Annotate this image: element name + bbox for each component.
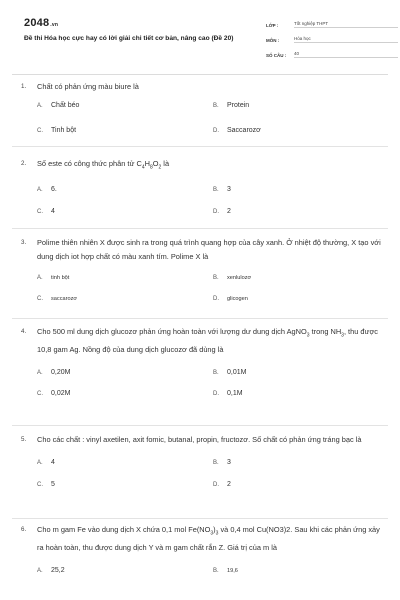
answer-option[interactable] — [213, 390, 243, 397]
question-stem — [12, 325, 388, 356]
answer-text: tinh bột — [51, 275, 70, 281]
answer-option[interactable] — [213, 127, 261, 134]
answer-text: 0,1M — [227, 390, 243, 398]
answer-option[interactable] — [213, 208, 231, 215]
answer-key: B. — [213, 275, 219, 281]
answer-option[interactable] — [213, 459, 231, 466]
answer-text: glicogen — [227, 296, 248, 302]
answer-key: C. — [37, 481, 43, 488]
meta-value: 40 — [294, 48, 398, 58]
answer-option[interactable] — [213, 186, 231, 193]
answer-key: A. — [37, 275, 43, 281]
answer-option[interactable] — [37, 567, 65, 574]
meta-row-class — [266, 16, 398, 28]
question-number: 6. — [21, 526, 27, 533]
answer-option[interactable] — [37, 459, 55, 466]
answer-text: 0,20M — [51, 369, 71, 377]
answer-option[interactable] — [213, 295, 248, 302]
answer-text: 3 — [227, 458, 231, 466]
answer-key: B. — [213, 370, 219, 377]
answer-text: 5 — [51, 480, 55, 488]
question-stem — [12, 80, 388, 94]
answer-option[interactable] — [37, 390, 70, 397]
question-divider — [12, 318, 388, 319]
answer-key: B. — [213, 459, 219, 466]
answer-text: saccarozơ — [51, 296, 78, 302]
answer-list — [37, 562, 388, 578]
answer-key: A. — [37, 459, 43, 466]
question-divider — [12, 425, 388, 426]
meta-value: Hóa học — [294, 33, 398, 43]
answer-option[interactable] — [37, 186, 57, 193]
question-5 — [12, 433, 388, 491]
question-number: 1. — [21, 83, 27, 90]
answer-text: 0,01M — [227, 369, 247, 377]
answer-text: 0,02M — [51, 390, 71, 398]
answer-text: Protein — [227, 101, 250, 109]
answer-option[interactable] — [37, 481, 55, 488]
exam-title: Đề thi Hóa học cực hay có lời giải chi tiết cơ bản, nâng cao (Đề 20) — [24, 35, 234, 42]
answer-text: 19,6 — [227, 568, 238, 575]
meta-row-count — [266, 46, 398, 58]
question-divider — [12, 228, 388, 229]
question-stem — [12, 433, 388, 447]
answer-option[interactable] — [213, 274, 251, 281]
answer-option[interactable] — [37, 274, 69, 281]
question-text-display: Cho m gam Fe vào dung dịch X chứa 0,1 mol $Fe(NO_3)_3$ và 0,4 mol Cu(NO3)2. Sau khi các phản ứng xảy ra hoàn toàn, thu được dung dịch Y và m gam chất rắn Z. Giá trị của m là — [37, 525, 380, 552]
question-number: 5. — [21, 436, 27, 443]
meta-label: MÔN : — [266, 38, 280, 43]
answer-key: D. — [213, 481, 219, 488]
answer-key: B. — [213, 186, 219, 193]
answer-text: 2 — [227, 207, 231, 215]
answer-option[interactable] — [213, 369, 246, 376]
answer-option[interactable] — [213, 102, 249, 109]
question-2 — [12, 157, 388, 219]
answer-list — [37, 183, 388, 219]
site-logo[interactable] — [24, 17, 58, 29]
question-text-display: Cho 500 ml dung dịch glucozơ phản ứng hoàn toàn với lượng dư dung dịch AgNO$_3$ trong $NH_3$, thu được 10,8 gam Ag. Nồng độ của dung dịch glucozơ đã dùng là — [37, 327, 378, 354]
question-text: Cho các chất : vinyl axetilen, axit fomic, butanal, propin, fructozơ. Số chất có phản ứng tráng bạc là — [37, 435, 362, 444]
answer-list — [37, 364, 388, 400]
answer-key: D. — [213, 296, 219, 302]
answer-text: Saccarozơ — [227, 126, 261, 134]
meta-label: SỐ CÂU : — [266, 53, 287, 58]
answer-key: C. — [37, 391, 43, 398]
answer-text: 3 — [227, 185, 231, 193]
answer-text: 6. — [51, 185, 57, 193]
question-divider — [12, 518, 388, 519]
exam-header — [12, 0, 388, 70]
answer-option[interactable] — [37, 369, 70, 376]
question-number: 4. — [21, 328, 27, 335]
answer-list — [37, 455, 388, 491]
answer-text: xenlulozơ — [227, 275, 252, 281]
answer-option[interactable] — [213, 567, 238, 574]
question-divider — [12, 146, 388, 147]
question-stem — [12, 157, 388, 175]
logo-suffix: .vn — [50, 22, 59, 28]
answer-key: C. — [37, 208, 43, 215]
header-divider — [12, 74, 388, 75]
answer-key: B. — [213, 102, 219, 109]
answer-key: A. — [37, 370, 43, 377]
question-number: 2. — [21, 160, 27, 167]
answer-key: B. — [213, 568, 219, 575]
question-text: Polime thiên nhiên X được sinh ra trong quá trình quang hợp của cây xanh. Ở nhiệt độ thường, X tạo với dung dịch iot hợp chất có màu xanh tím. Polime X là — [37, 238, 381, 261]
answer-option[interactable] — [37, 295, 77, 302]
answer-key: D. — [213, 391, 219, 398]
logo-text: 2048 — [24, 17, 50, 29]
meta-label: LỚP : — [266, 23, 279, 28]
question-text: Chất có phản ứng màu biure là — [37, 82, 139, 91]
answer-text: Tinh bột — [51, 126, 77, 134]
answer-key: C. — [37, 296, 43, 302]
exam-meta — [266, 16, 398, 61]
answer-key: D. — [213, 127, 219, 134]
answer-option[interactable] — [37, 127, 76, 134]
answer-option[interactable] — [37, 102, 79, 109]
answer-text: 4 — [51, 207, 55, 215]
answer-key: A. — [37, 102, 43, 109]
meta-row-subject — [266, 31, 398, 43]
question-1 — [12, 80, 388, 138]
answer-list — [37, 102, 388, 138]
answer-key: D. — [213, 208, 219, 215]
question-4 — [12, 325, 388, 400]
question-6 — [12, 523, 388, 578]
answer-text: 2 — [227, 480, 231, 488]
question-number: 3. — [21, 239, 27, 246]
answer-text: Chất béo — [51, 101, 80, 109]
answer-option[interactable] — [213, 481, 231, 488]
answer-key: C. — [37, 127, 43, 134]
answer-list — [37, 271, 388, 307]
question-text-display: Số este có công thức phân tử $C_4H_8O_2$ là — [37, 159, 170, 171]
answer-key: A. — [37, 186, 43, 193]
question-stem — [12, 523, 388, 554]
question-3 — [12, 236, 388, 307]
answer-text: 4 — [51, 458, 55, 466]
answer-text: 25,2 — [51, 567, 65, 575]
question-stem — [12, 236, 388, 263]
answer-option[interactable] — [37, 208, 55, 215]
meta-value: Tốt nghiệp THPT — [294, 18, 398, 28]
answer-key: A. — [37, 568, 43, 575]
